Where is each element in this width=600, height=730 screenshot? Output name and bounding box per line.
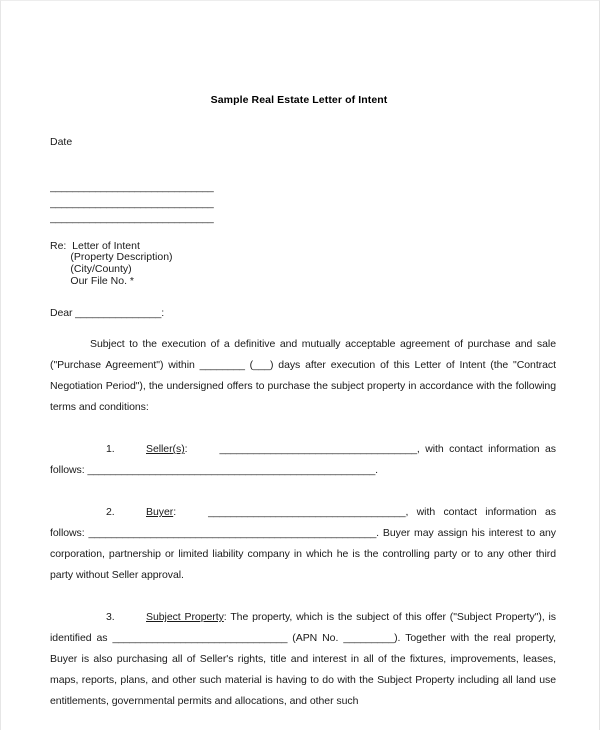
subject-property-identification-blank: _______________________________: [112, 632, 288, 645]
seller-trailing-text: .: [375, 464, 378, 477]
page-title: Sample Real Estate Letter of Intent: [210, 94, 388, 106]
clause-term-colon: :: [184, 443, 188, 456]
subject-property-text-a: The property, which is the subject of this offer ("Subject Property"), is identified as: [50, 611, 556, 645]
clause-term-seller: Seller(s): [146, 443, 185, 456]
address-blank-lines: [50, 149, 556, 227]
address-blank-line: _____________________________: [50, 196, 214, 209]
subject-property-apn-label: (APN No.: [287, 632, 344, 645]
intro-blank-days: ________: [199, 359, 245, 372]
salutation-line: Dear _______________:: [50, 307, 165, 320]
intro-blank-days-numeric: ___: [253, 359, 270, 372]
buyer-contact-text: , with contact information as follows:: [50, 506, 556, 540]
clause-buyer: [50, 481, 556, 586]
date-label: Date: [50, 136, 73, 148]
reference-line-property-description: (Property Description): [50, 251, 173, 264]
clause-term-buyer: Buyer: [146, 506, 174, 519]
subject-property-apn-blank: _________: [343, 632, 395, 645]
address-blank-line: _____________________________: [50, 181, 214, 193]
seller-contact-blank: ___________________________________________________: [87, 464, 376, 477]
clause-term-subject-property: Subject Property: [146, 611, 224, 624]
reference-line-file-number: Our File No. *: [50, 275, 135, 288]
intro-text-part3: ) days after execution of this Letter of Intent (the "Contract Negotiation Period"), the undersigned offers to purchase the subject property in accordance with the following terms and conditions:: [50, 359, 556, 414]
buyer-contact-blank: ___________________________________________________: [88, 527, 377, 540]
clause-term-colon: :: [173, 506, 177, 519]
reference-line-subject: Re: Letter of Intent: [50, 239, 140, 252]
clause-number: 2.: [106, 506, 115, 519]
intro-text-part1: Subject to the execution of a definitive and mutually acceptable agreement of purchase and sale ("Purchase Agreement") within: [50, 338, 556, 372]
clause-term-colon: :: [223, 611, 227, 624]
intro-text-part2: (: [244, 359, 254, 372]
buyer-name-blank: ___________________________________: [208, 506, 406, 519]
reference-line-city-county: (City/County): [50, 263, 132, 276]
address-blank-line: _____________________________: [50, 212, 214, 224]
document-sheet: [1, 1, 600, 712]
seller-name-blank: ___________________________________: [219, 443, 417, 456]
intro-paragraph: [50, 320, 556, 418]
clause-number: 1.: [106, 443, 115, 456]
subject-property-text-c: ). Together with the real property, Buyer is also purchasing all of Seller's rights, title and interest in all of the fixtures, improvements, leases, maps, reports, plans, and other such material is having to do with the Subject Property including all land use entitlements, governmental permits and allocations, and other such: [50, 632, 556, 708]
reference-block: [50, 227, 556, 289]
clause-seller: [50, 418, 556, 481]
clause-subject-property: [50, 586, 556, 712]
clause-number: 3.: [106, 611, 115, 624]
buyer-assignment-text: . Buyer may assign his interest to any corporation, partnership or limited liability company in which he is the controlling party or to any other third party without Seller approval.: [50, 527, 556, 582]
seller-contact-text: , with contact information as follows:: [50, 443, 556, 477]
